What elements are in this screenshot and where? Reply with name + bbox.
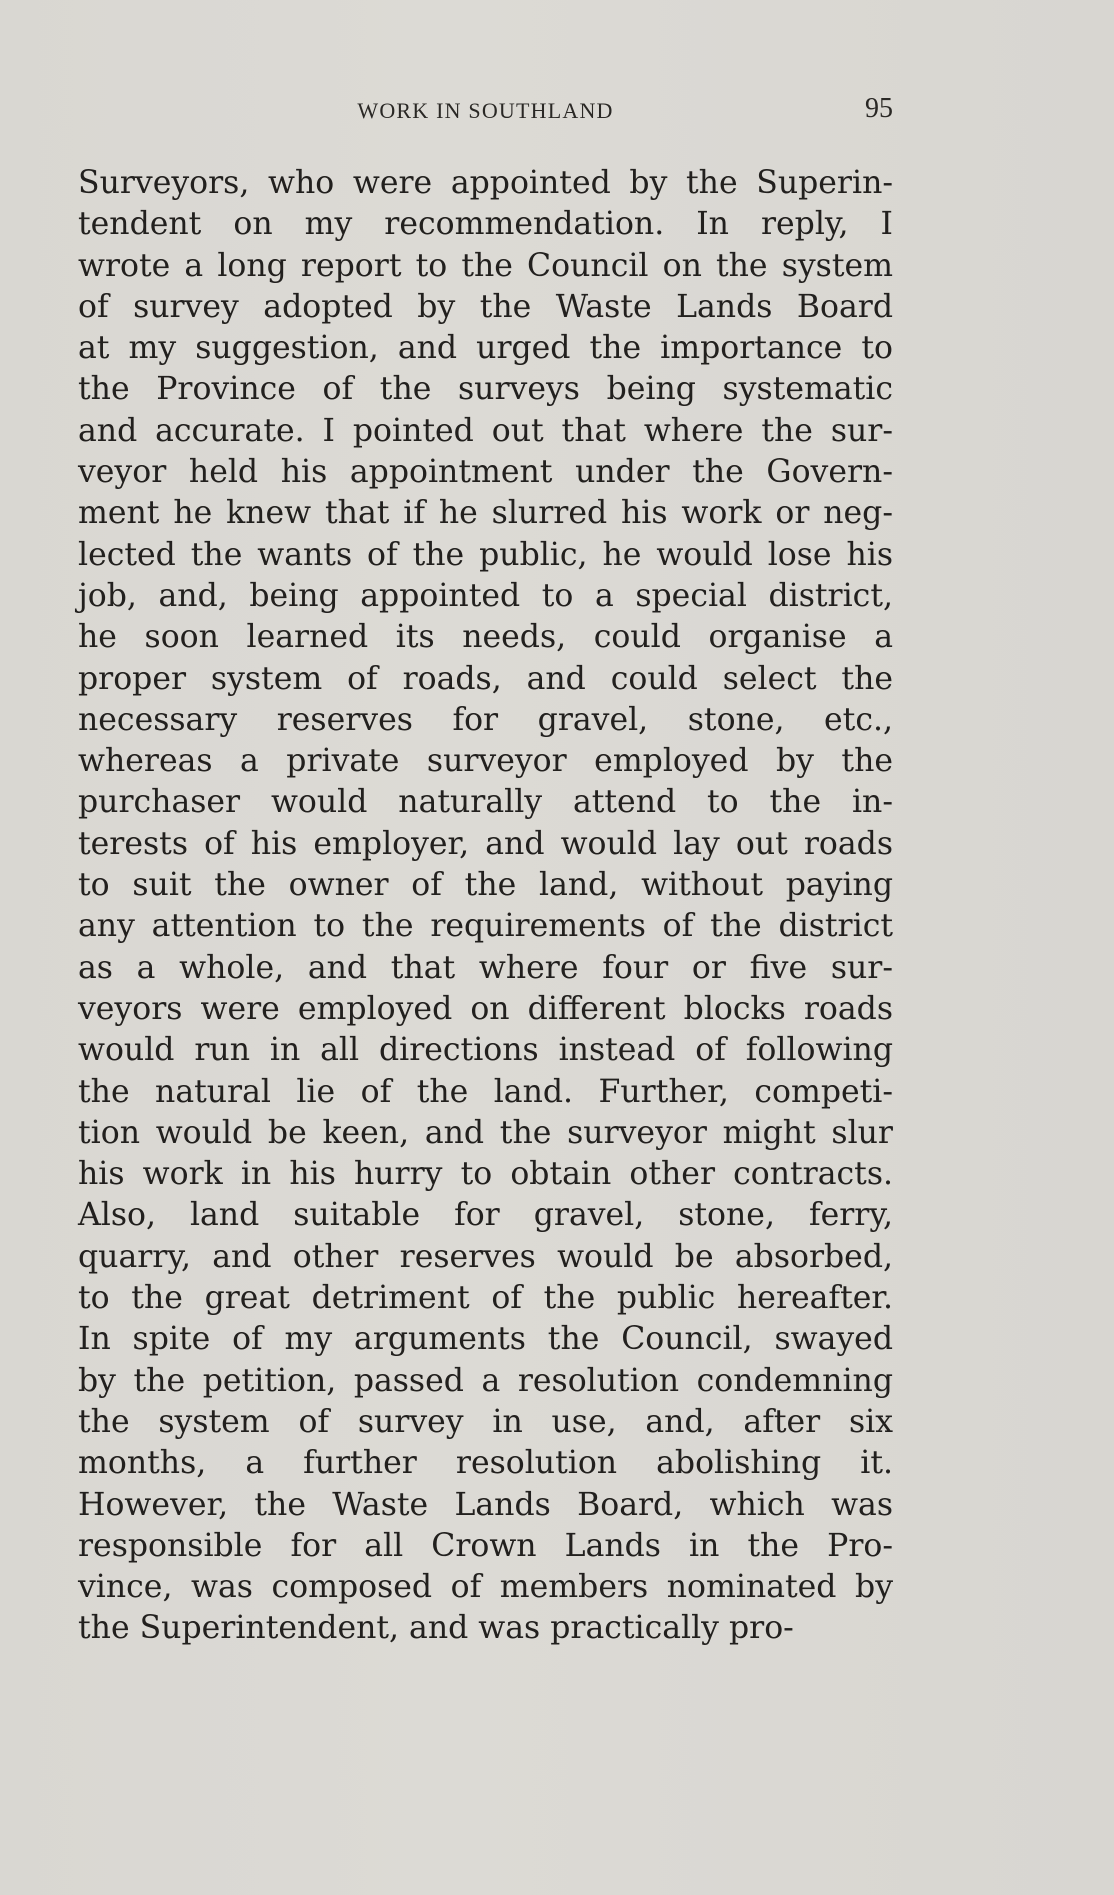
text-line: the Province of the surveys being systematic (78, 371, 893, 408)
text-line: tendent on my recommendation. In reply, I (78, 206, 893, 243)
text-line: the Superintendent, and was practically pro- (78, 1610, 794, 1647)
text-line: veyor held his appointment under the Govern- (78, 454, 893, 491)
text-line: to suit the owner of the land, without paying (78, 867, 893, 904)
text-line: Surveyors, who were appointed by the Superin- (78, 165, 893, 201)
text-line: as a whole, and that where four or five sur- (78, 949, 893, 986)
text-line: at my suggestion, and urged the importance to (78, 330, 893, 367)
text-line: of survey adopted by the Waste Lands Board (78, 288, 893, 325)
text-line: months, a further resolution abolishing it. (78, 1445, 893, 1482)
text-line: he soon learned its needs, could organise a (78, 619, 893, 656)
text-line: purchaser would naturally attend to the in- (78, 784, 893, 821)
text-line: Also, land suitable for gravel, stone, ferry, (78, 1197, 893, 1234)
text-line: ment he knew that if he slurred his work or neg- (78, 495, 893, 532)
text-line: to the great detriment of the public hereafter. (78, 1280, 893, 1317)
text-line: vince, was composed of members nominated by (78, 1569, 893, 1606)
text-line: whereas a private surveyor employed by the (78, 743, 893, 780)
text-line: job, and, being appointed to a special district, (78, 577, 893, 614)
page-number: 95 (865, 93, 893, 124)
text-line: proper system of roads, and could select the (78, 660, 893, 697)
text-line: the system of survey in use, and, after six (78, 1403, 893, 1440)
text-line: his work in his hurry to obtain other contracts. (78, 1156, 893, 1193)
running-title: WORK IN SOUTHLAND (357, 98, 614, 123)
text-line: In spite of my arguments the Council, swayed (78, 1321, 893, 1358)
text-line: However, the Waste Lands Board, which was (78, 1486, 893, 1523)
text-line: and accurate. I pointed out that where the sur- (78, 412, 893, 449)
text-line: wrote a long report to the Council on the system (78, 247, 893, 284)
text-line: any attention to the requirements of the district (78, 908, 893, 945)
text-line: tion would be keen, and the surveyor might slur (78, 1114, 893, 1151)
running-head (78, 93, 893, 126)
text-line: lected the wants of the public, he would lose his (78, 536, 893, 573)
text-line: by the petition, passed a resolution condemning (78, 1362, 893, 1399)
text-line: the natural lie of the land. Further, competi- (78, 1073, 893, 1110)
text-line: quarry, and other reserves would be absorbed, (78, 1238, 893, 1275)
text-line: necessary reserves for gravel, stone, etc., (78, 701, 893, 738)
body-text (78, 163, 893, 1650)
text-line: responsible for all Crown Lands in the Pro- (78, 1527, 893, 1564)
text-line: would run in all directions instead of following (78, 1032, 893, 1069)
text-line: terests of his employer, and would lay out roads (78, 825, 893, 862)
text-line: veyors were employed on different blocks roads (78, 990, 893, 1027)
